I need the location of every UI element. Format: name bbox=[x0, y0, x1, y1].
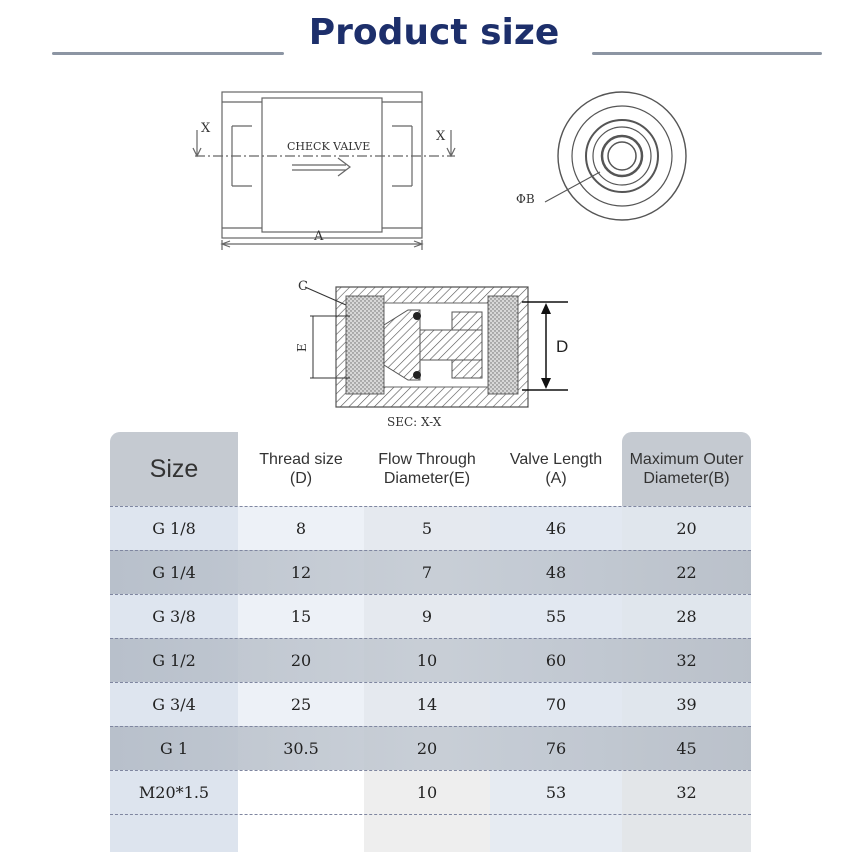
header-outer-line1: Maximum Outer bbox=[629, 451, 744, 468]
cell-valve-length: 70 bbox=[545, 695, 567, 714]
cell-flow-diameter: 9 bbox=[421, 607, 433, 626]
header-size bbox=[110, 432, 238, 506]
cell-valve-length: 76 bbox=[545, 739, 567, 758]
cell-max-outer-diameter: 20 bbox=[676, 519, 697, 538]
dim-c-label: C bbox=[298, 279, 308, 294]
cell-valve-length: 46 bbox=[545, 519, 567, 538]
cell-valve-length: 60 bbox=[545, 651, 567, 670]
cell-valve-length: 48 bbox=[545, 563, 567, 582]
cell-size: G 3/8 bbox=[152, 607, 196, 626]
header-valve-length bbox=[490, 432, 622, 506]
cell-thread-size bbox=[238, 771, 364, 814]
cell-flow-diameter: 14 bbox=[416, 695, 438, 714]
cell-valve-length: 53 bbox=[545, 783, 567, 802]
header-flow-line2: Diameter(E) bbox=[383, 470, 471, 487]
cell-max-outer-diameter: 32 bbox=[676, 783, 697, 802]
dim-e-label: E bbox=[295, 343, 309, 352]
size-table bbox=[110, 432, 751, 852]
section-view bbox=[305, 287, 568, 407]
section-mark-left: X bbox=[201, 121, 211, 136]
header-thread-line1: Thread size bbox=[259, 451, 343, 468]
cell-size: G 3/4 bbox=[152, 695, 196, 714]
cell-thread-size: 20 bbox=[290, 651, 312, 670]
cell-valve-length: 55 bbox=[545, 607, 567, 626]
cell-size: G 1/4 bbox=[152, 563, 196, 582]
header-outer-line2: Diameter(B) bbox=[643, 470, 730, 487]
dim-d-label: D bbox=[556, 337, 569, 356]
cell-flow-diameter: 10 bbox=[416, 783, 438, 802]
header-flow-line1: Flow Through bbox=[378, 451, 476, 468]
row-separator bbox=[110, 814, 751, 815]
section-mark-right: X bbox=[436, 129, 446, 144]
cell-flow-diameter: 5 bbox=[421, 519, 433, 538]
cell-size: G 1/2 bbox=[152, 651, 196, 670]
cell-max-outer-diameter: 39 bbox=[676, 695, 697, 714]
cell-thread-size: 15 bbox=[290, 607, 312, 626]
cell-thread-size: 25 bbox=[290, 695, 312, 714]
cell-flow-diameter: 7 bbox=[421, 563, 433, 582]
cell-thread-size: 30.5 bbox=[283, 739, 319, 758]
section-caption: SEC: X-X bbox=[387, 415, 442, 429]
cell-flow-diameter: 20 bbox=[416, 739, 438, 758]
dim-a-label: A bbox=[314, 229, 324, 244]
cell-size: G 1 bbox=[159, 739, 189, 758]
cell-size: G 1/8 bbox=[152, 519, 196, 538]
cell-max-outer-diameter: 32 bbox=[676, 651, 697, 670]
header-length-line1: Valve Length bbox=[509, 451, 603, 468]
side-view bbox=[193, 92, 455, 250]
header-thread-size bbox=[238, 432, 364, 506]
header-thread-line2: (D) bbox=[289, 470, 313, 487]
cell-thread-size: 12 bbox=[290, 563, 312, 582]
page-title: Product size bbox=[308, 12, 560, 53]
cell-max-outer-diameter: 28 bbox=[676, 607, 697, 626]
header-size-label: Size bbox=[149, 454, 199, 483]
dim-b-label: ΦB bbox=[516, 192, 535, 206]
valve-drawing bbox=[0, 0, 868, 430]
cell-size: M20*1.5 bbox=[138, 783, 210, 802]
cell-max-outer-diameter: 22 bbox=[676, 563, 697, 582]
header-max-outer-diameter bbox=[622, 432, 751, 506]
cell-thread-size: 8 bbox=[295, 519, 307, 538]
header-flow-diameter bbox=[364, 432, 490, 506]
cell-flow-diameter: 10 bbox=[416, 651, 438, 670]
cell-max-outer-diameter: 45 bbox=[676, 739, 697, 758]
check-valve-label: CHECK VALVE bbox=[287, 140, 371, 153]
end-view bbox=[545, 92, 686, 220]
header-length-line2: (A) bbox=[545, 470, 567, 487]
